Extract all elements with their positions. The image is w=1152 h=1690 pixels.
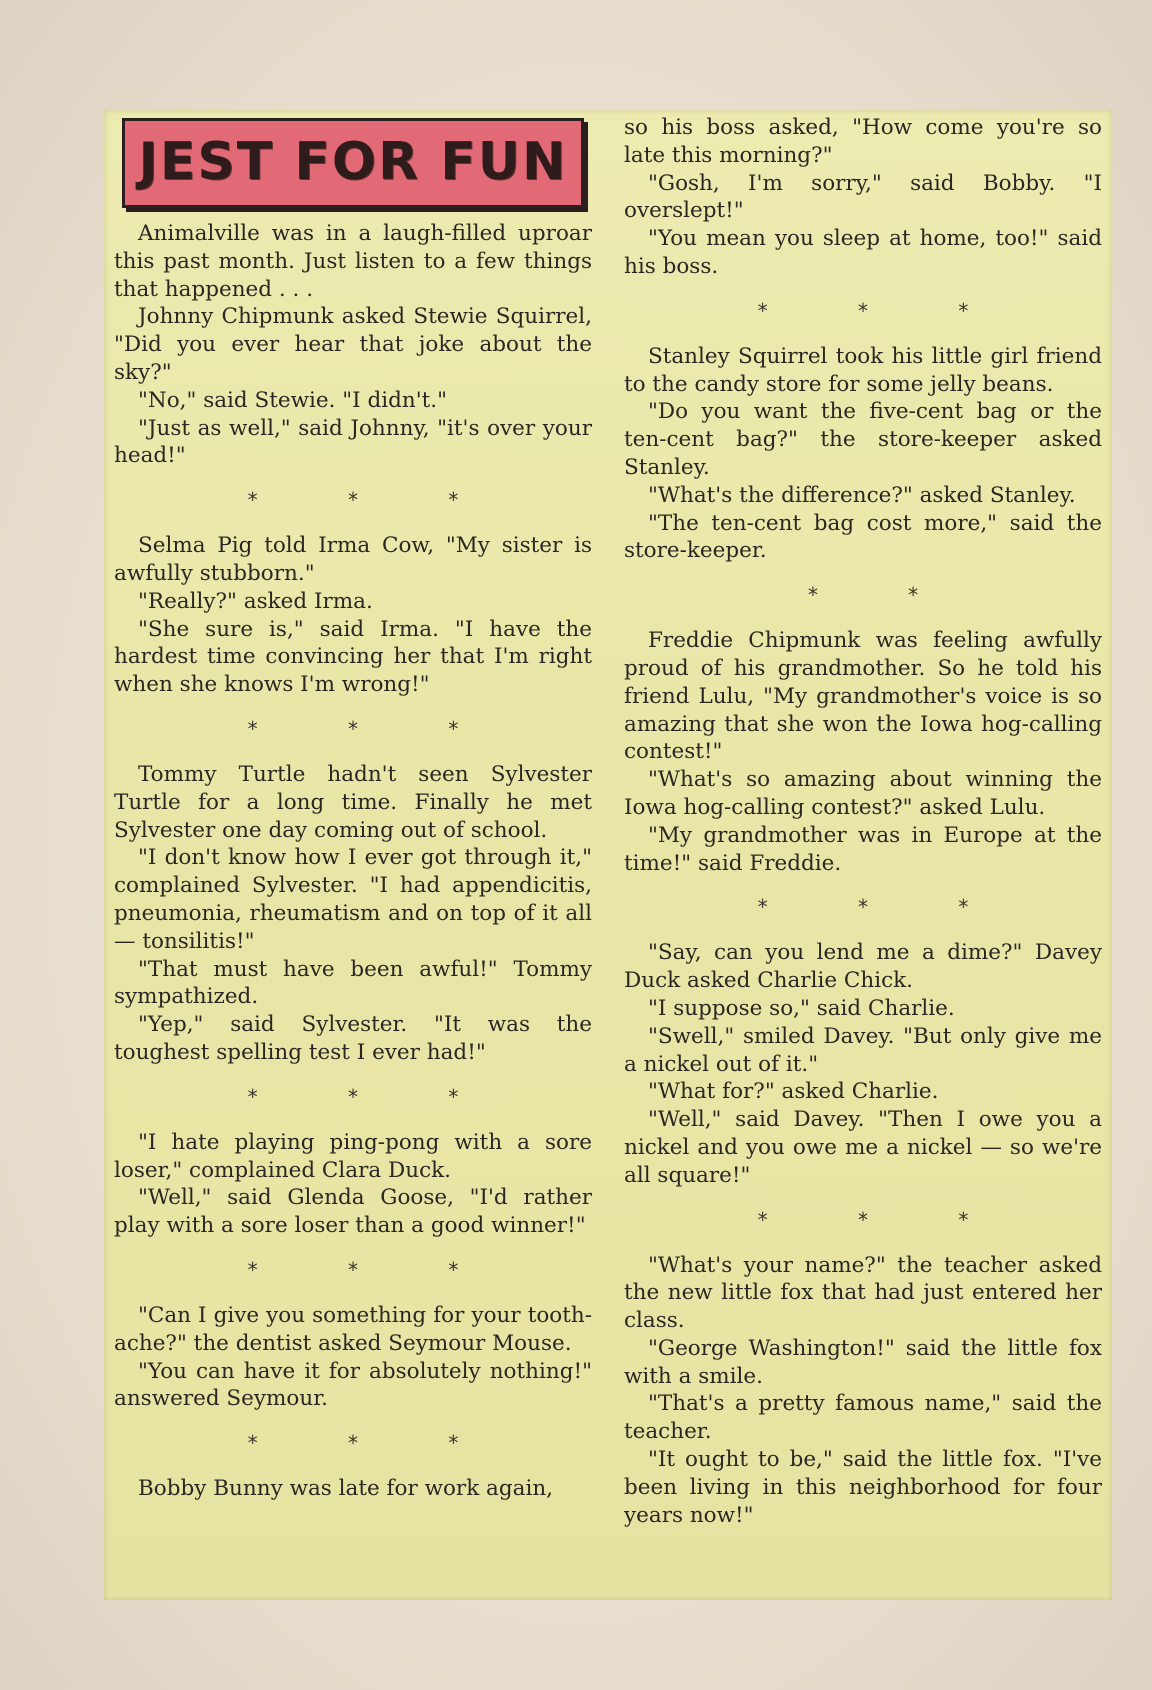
paragraph: "That's a pretty famous name," said the teacher. <box>624 1391 1102 1445</box>
paragraph: "Gosh, I'm sorry," said Bobby. "I overslept!" <box>624 170 1102 224</box>
section-separator: * * * <box>247 1084 501 1109</box>
paragraph: "Swell," smiled Davey. "But only give me a nickel out of it." <box>624 1023 1102 1077</box>
section-separator: * * * <box>247 716 501 741</box>
joke-bobby-bunny-end <box>624 114 1102 281</box>
paragraph: "What's so amazing about winning the Iowa hog-calling contest?" asked Lulu. <box>624 767 1102 820</box>
paragraph: "What's the difference?" asked Stanley. <box>648 482 1076 508</box>
paragraph: "That must have been awful!" Tommy sympathized. <box>114 956 592 1010</box>
left-column <box>114 118 592 1503</box>
joke-dime-nickel <box>624 939 1102 1189</box>
paragraph: "I don't know how I ever got through it," complained Sylvester. "I had appendicitis, pneumonia, rheumatism and on top of it all — tonsilitis!" <box>114 845 592 954</box>
paragraph: "Say, can you lend me a dime?" Davey Duck asked Charlie Chick. <box>624 940 1102 994</box>
section-separator: * * * <box>757 1207 1011 1232</box>
page-title: JEST FOR FUN <box>138 132 568 193</box>
paragraph: Selma Pig told Irma Cow, "My sister is awfully stubborn." <box>114 533 592 586</box>
right-column <box>624 114 1102 1529</box>
paragraph: "Can I give you something for your tooth-ache?" the dentist asked Seymour Mouse. <box>114 1302 592 1356</box>
joke-ping-pong <box>114 1129 592 1240</box>
paragraph: "Well," said Glenda Goose, "I'd rather play with a sore loser than a good winner!" <box>114 1185 592 1239</box>
paragraph: "What for?" asked Charlie. <box>648 1079 939 1105</box>
paragraph: so his boss asked, "How come you're so late this morning?" <box>624 115 1102 168</box>
paragraph: Stanley Squirrel took his little girl friend to the candy store for some jelly beans. <box>624 343 1102 397</box>
section-separator: * * * <box>247 488 501 513</box>
paragraph: Animalville was in a laugh-filled uproar this past month. Just listen to a few things that happened . . . <box>114 221 592 302</box>
joke-bobby-bunny-start <box>114 1475 592 1503</box>
title-box <box>122 118 584 208</box>
joke-tooth-ache <box>114 1302 592 1413</box>
paragraph: "Do you want the five-cent bag or the ten-cent bag?" the store-keeper asked Stanley. <box>624 399 1102 480</box>
section-separator: * * <box>807 583 961 608</box>
paragraph: "I suppose so," said Charlie. <box>648 995 955 1021</box>
joke-george-washington <box>624 1252 1102 1530</box>
paragraph: "George Washington!" said the little fox with a smile. <box>624 1335 1102 1389</box>
paragraph: "Really?" asked Irma. <box>138 588 373 614</box>
paragraph: "My grandmother was in Europe at the time!" said Freddie. <box>624 822 1102 876</box>
paragraph: "I hate playing ping-pong with a sore loser," complained Clara Duck. <box>114 1129 592 1183</box>
joke-hog-calling <box>624 627 1102 877</box>
paragraph: "Just as well," said Johnny, "it's over your head!" <box>114 415 592 469</box>
paragraph: "You mean you sleep at home, too!" said his boss. <box>624 226 1102 279</box>
paragraph: Tommy Turtle hadn't seen Sylvester Turtle for a long time. Finally he met Sylvester one day coming out of school. <box>114 761 592 843</box>
joke-chipmunk-sky <box>114 220 592 470</box>
section-separator: * * * <box>757 895 1011 920</box>
paragraph: Johnny Chipmunk asked Stewie Squirrel, "Did you ever hear that joke about the sky?" <box>114 304 592 385</box>
paragraph: "She sure is," said Irma. "I have the hardest time convincing her that I'm right when she knows I'm wrong!" <box>114 616 592 698</box>
paragraph: "No," said Stewie. "I didn't." <box>138 387 448 413</box>
section-separator: * * * <box>247 1431 501 1456</box>
joke-jelly-beans <box>624 343 1102 565</box>
joke-stubborn-sister <box>114 532 592 699</box>
section-separator: * * * <box>247 1257 501 1282</box>
paragraph: "You can have it for absolutely nothing!" answered Seymour. <box>114 1358 592 1412</box>
paragraph: "The ten-cent bag cost more," said the store-keeper. <box>624 510 1102 564</box>
joke-spelling-test <box>114 761 592 1067</box>
paragraph: Bobby Bunny was late for work again, <box>138 1476 554 1502</box>
section-separator: * * * <box>757 298 1011 323</box>
text-panel <box>104 110 1112 1600</box>
paragraph: Freddie Chipmunk was feeling awfully proud of his grandmother. So he told his friend Lulu, "My grandmother's voice is so amazing that she won the Iowa hog-calling contest!" <box>624 628 1102 765</box>
paragraph: "It ought to be," said the little fox. "I've been living in this neighborhood for four years now!" <box>624 1447 1102 1528</box>
paragraph: "Yep," said Sylvester. "It was the toughest spelling test I ever had!" <box>114 1012 592 1065</box>
paragraph: "Well," said Davey. "Then I owe you a nickel and you owe me a nickel — so we're all square!" <box>624 1107 1102 1188</box>
paragraph: "What's your name?" the teacher asked the new little fox that had just entered her class. <box>624 1252 1102 1334</box>
